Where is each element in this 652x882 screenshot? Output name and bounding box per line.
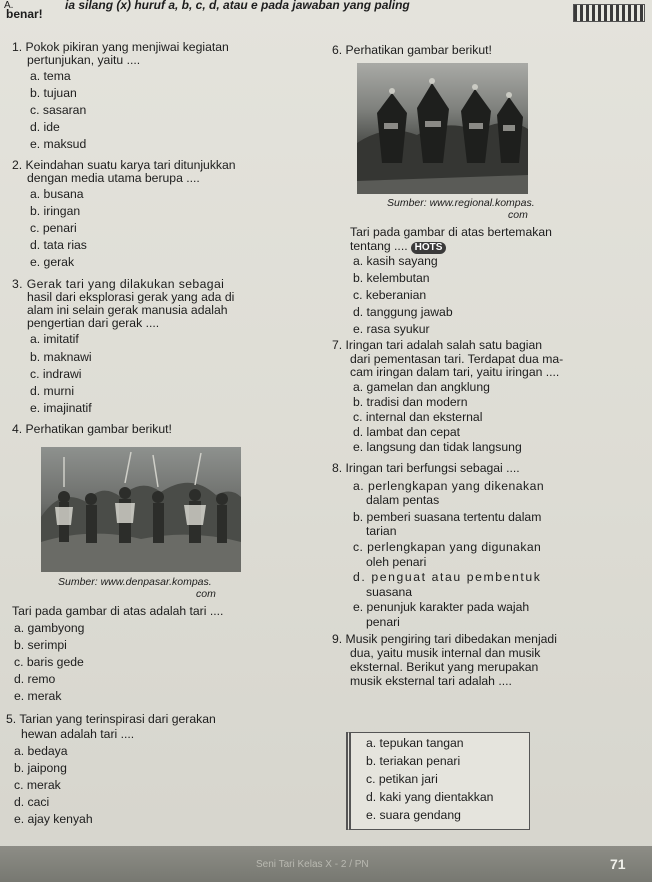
q4-option-e: e. merak: [14, 689, 62, 703]
hots-badge: HOTS: [411, 242, 447, 254]
q1-stem-line1: 1. Pokok pikiran yang menjiwai kegiatan: [12, 40, 229, 54]
page-number: 71: [610, 856, 626, 872]
q8-option-c-line2: oleh penari: [366, 555, 427, 569]
q8-option-e-line1: e. penunjuk karakter pada wajah: [353, 600, 530, 614]
q6-option-d: d. tanggung jawab: [353, 305, 453, 319]
q9-option-d: d. kaki yang dientakkan: [366, 790, 494, 804]
instruction-text: ia silang (x) huruf a, b, c, d, atau e pada jawaban yang paling: [65, 0, 410, 12]
baris-gede-dance-photo: [41, 447, 241, 572]
q2-stem-line1: 2. Keindahan suatu karya tari ditunjukkan: [12, 158, 236, 172]
q4-question: Tari pada gambar di atas adalah tari ....: [12, 604, 224, 618]
q1-option-d: d. ide: [30, 120, 60, 134]
dance-performance-photo: [357, 63, 528, 194]
q3-stem-line1: 3. Gerak tari yang dilakukan sebagai: [12, 277, 225, 291]
q4-option-c: c. baris gede: [14, 655, 84, 669]
q6-question-line1: Tari pada gambar di atas bertemakan: [350, 225, 552, 239]
q3-option-b: b. maknawi: [30, 350, 92, 364]
q7-stem-line3: cam iringan dalam tari, yaitu iringan ....: [350, 365, 560, 379]
q1-option-b: b. tujuan: [30, 86, 77, 100]
q7-option-d: d. lambat dan cepat: [353, 425, 461, 439]
q3-stem-line3: alam ini selain gerak manusia adalah: [27, 303, 228, 317]
q4-stem: 4. Perhatikan gambar berikut!: [12, 422, 172, 436]
q9-stem-line2: dua, yaitu musik internal dan musik: [350, 646, 541, 660]
q2-option-a: a. busana: [30, 187, 84, 201]
q4-option-a: a. gambyong: [14, 621, 85, 635]
q8-option-b-line1: b. pemberi suasana tertentu dalam: [353, 510, 542, 524]
q8-option-b-line2: tarian: [366, 524, 397, 538]
q3-option-e: e. imajinatif: [30, 401, 92, 415]
q9-option-c: c. petikan jari: [366, 772, 438, 786]
q9-stem-line3: eksternal. Berikut yang merupakan: [350, 660, 539, 674]
q2-option-c: c. penari: [30, 221, 77, 235]
q1-option-a: a. tema: [30, 69, 71, 83]
q6-option-e: e. rasa syukur: [353, 322, 430, 336]
q5-option-a: a. bedaya: [14, 744, 68, 758]
q5-option-e: e. ajay kenyah: [14, 812, 93, 826]
q6-source-line2: com: [508, 209, 528, 221]
q4-source-line2: com: [196, 588, 216, 600]
q5-stem-line1: 5. Tarian yang terinspirasi dari gerakan: [6, 712, 216, 726]
q3-option-c: c. indrawi: [30, 367, 82, 381]
q3-stem-line2: hasil dari eksplorasi gerak yang ada di: [27, 290, 235, 304]
q1-stem-line2: pertunjukan, yaitu ....: [27, 53, 141, 67]
q6-option-c: c. keberanian: [353, 288, 427, 302]
q1-option-c: c. sasaran: [30, 103, 87, 117]
q5-option-c: c. merak: [14, 778, 61, 792]
footer-book-title: Seni Tari Kelas X - 2 / PN: [256, 859, 369, 870]
q7-option-b: b. tradisi dan modern: [353, 395, 468, 409]
instruction-benar: benar!: [6, 7, 43, 21]
q8-option-a-line1: a. perlengkapan yang dikenakan: [353, 479, 545, 493]
q8-stem: 8. Iringan tari berfungsi sebagai ....: [332, 461, 520, 475]
q7-option-c: c. internal dan eksternal: [353, 410, 483, 424]
q7-option-a: a. gamelan dan angklung: [353, 380, 490, 394]
q9-stem-line1: 9. Musik pengiring tari dibedakan menjadi: [332, 632, 557, 646]
q6-source-line1: Sumber: www.regional.kompas.: [387, 197, 535, 209]
q8-option-e-line2: penari: [366, 615, 400, 629]
section-marker: A.: [4, 0, 14, 11]
q8-option-d-line2: suasana: [366, 585, 413, 599]
q8-option-c-line1: c. perlengkapan yang digunakan: [353, 540, 542, 554]
page-footer: [0, 846, 652, 882]
q9-option-a: a. tepukan tangan: [366, 736, 464, 750]
q6-question-line2: tentang .... HOTS: [350, 240, 446, 254]
q7-option-e: e. langsung dan tidak langsung: [353, 440, 522, 454]
q8-option-d-line1: d. penguat atau pembentuk: [353, 570, 542, 584]
q7-stem-line2: dari pementasan tari. Terdapat dua ma-: [350, 352, 564, 366]
q9-option-e: e. suara gendang: [366, 808, 461, 822]
qr-code: [573, 4, 645, 22]
q3-option-a: a. imitatif: [30, 332, 79, 346]
q2-option-e: e. gerak: [30, 255, 75, 269]
q5-option-d: d. caci: [14, 795, 50, 809]
q4-option-d: d. remo: [14, 672, 56, 686]
q9-stem-line4: musik eksternal tari adalah ....: [350, 674, 512, 688]
q6-stem: 6. Perhatikan gambar berikut!: [332, 43, 492, 57]
q1-option-e: e. maksud: [30, 137, 87, 151]
q8-option-a-line2: dalam pentas: [366, 493, 440, 507]
q6-option-a: a. kasih sayang: [353, 254, 438, 268]
q2-option-d: d. tata rias: [30, 238, 87, 252]
q9-option-b: b. teriakan penari: [366, 754, 461, 768]
q3-stem-line4: pengertian dari gerak ....: [27, 316, 160, 330]
q7-stem-line1: 7. Iringan tari adalah salah satu bagian: [332, 338, 543, 352]
q2-option-b: b. iringan: [30, 204, 81, 218]
q4-option-b: b. serimpi: [14, 638, 67, 652]
q5-option-b: b. jaipong: [14, 761, 67, 775]
q4-source-line1: Sumber: www.denpasar.kompas.: [58, 576, 212, 588]
q5-stem-line2: hewan adalah tari ....: [21, 727, 135, 741]
q3-option-d: d. murni: [30, 384, 75, 398]
q2-stem-line2: dengan media utama berupa ....: [27, 171, 200, 185]
q6-option-b: b. kelembutan: [353, 271, 430, 285]
